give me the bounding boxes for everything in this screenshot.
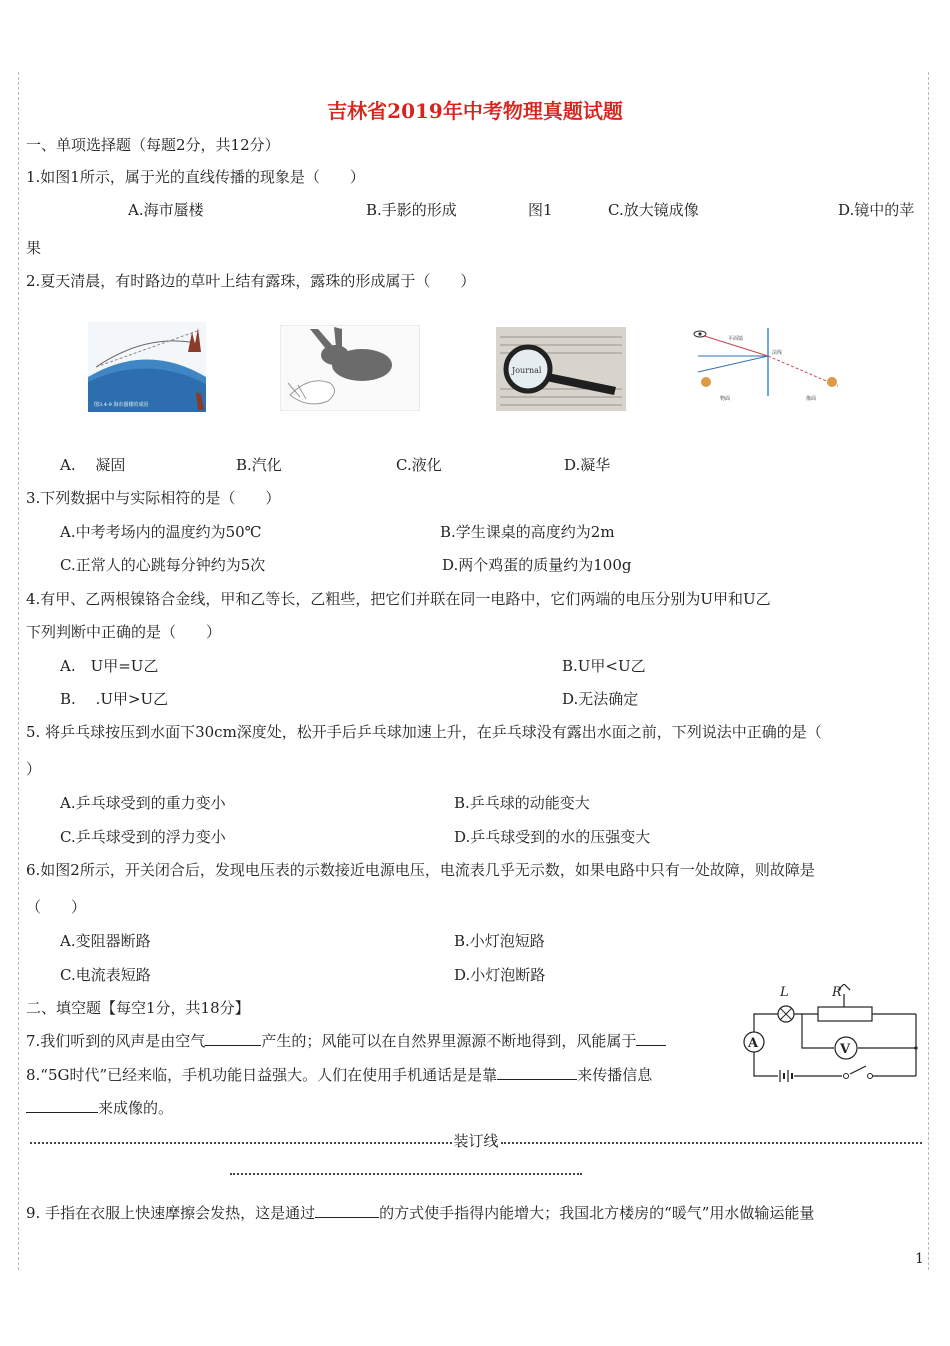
page-number: 1 <box>915 1251 924 1267</box>
section-heading-2: 二、填空题【每空1分，共18分】 <box>26 999 250 1017</box>
page-margin-left <box>18 72 19 1270</box>
q5-option-b: B.乒乓球的动能变大 <box>454 794 590 812</box>
hand-shadow-image <box>280 325 420 411</box>
q7-text-part1: 7.我们听到的风声是由空气 <box>26 1032 206 1050</box>
q3-option-a: A.中考考场内的温度约为50℃ <box>60 523 262 541</box>
q1-option-d: D.镜中的苹 <box>838 201 915 219</box>
q8-text-line2: 来成像的。 <box>98 1099 174 1117</box>
object-plane-label: 物面 <box>720 396 731 402</box>
q2-stem: 2.夏天清晨，有时路边的草叶上结有露珠，露珠的形成属于（ ） <box>26 272 476 290</box>
q5-option-d: D.乒乓球受到的水的压强变大 <box>454 828 651 846</box>
q8-blank-1[interactable] <box>497 1065 577 1080</box>
q1-stem: 1.如图1所示，属于光的直线传播的现象是（ ） <box>26 168 365 186</box>
q7-blank-2[interactable] <box>636 1031 666 1046</box>
q6-stem-line1: 6.如图2所示，开关闭合后，发现电压表的示数接近电源电压，电流表几乎无示数，如果电路中只有一处故障，则故障是 <box>26 861 815 879</box>
q4-option-b: B.U甲<U乙 <box>562 657 646 675</box>
q3-stem: 3.下列数据中与实际相符的是（ ） <box>26 489 281 507</box>
q7-text-part2: 产生的；风能可以在自然界里源源不断地得到，风能属于 <box>261 1032 637 1050</box>
q2-option-a: A. 凝固 <box>60 456 126 474</box>
q6-option-a: A.变阻器断路 <box>60 932 151 950</box>
q4-stem-line2: 下列判断中正确的是（ ） <box>26 623 222 641</box>
magnifier-image <box>496 327 626 411</box>
q9-text-part1: 9. 手指在衣服上快速摩擦会发热，这是通过 <box>26 1204 316 1222</box>
q4-option-c: B. .U甲>U乙 <box>60 690 169 708</box>
mirage-caption: 图3.4-9 海市蜃楼的成因 <box>94 402 149 408</box>
q9-text-part2: 的方式使手指得内能增大；我国北方楼房的“暖气”用水做输运能量 <box>379 1204 815 1222</box>
q5-stem-line2: ） <box>26 760 42 778</box>
q1-option-c: C.放大镜成像 <box>608 201 699 219</box>
q1-option-b: B.手影的形成 <box>366 201 457 219</box>
mirage-image <box>88 322 206 412</box>
q5-option-a: A.乒乓球受到的重力变小 <box>60 794 226 812</box>
image-plane-label: 像面 <box>806 396 817 402</box>
q3-option-c: C.正常人的心跳每分钟约为5次 <box>60 556 266 574</box>
q7-blank-1[interactable] <box>205 1031 261 1046</box>
q4-option-d: D.无法确定 <box>562 690 639 708</box>
binding-label: 装订线 <box>453 1132 499 1150</box>
q2-option-c: C.液化 <box>396 456 442 474</box>
q2-option-d: D.凝华 <box>564 456 611 474</box>
magnifier-text: Journal <box>512 366 542 375</box>
section-heading-1: 一、单项选择题（每题2分，共12分） <box>26 136 280 154</box>
q7-line <box>26 1031 666 1051</box>
q4-option-a: A. U甲=U乙 <box>60 657 159 675</box>
ammeter-label: A <box>748 1036 759 1051</box>
q5-stem-line1: 5. 将乒乓球按压到水面下30cm深度处，松开手后乒乓球加速上升，在乒乓球没有露出水面之前，下列说法中正确的是（ <box>26 723 822 741</box>
binding-line <box>30 1130 922 1151</box>
mirror-label: 平面镜 <box>728 336 744 342</box>
rheostat-label: R <box>832 985 842 1000</box>
mirror-reflection-image <box>688 326 850 404</box>
q5-option-c: C.乒乓球受到的浮力变小 <box>60 828 226 846</box>
q6-option-c: C.电流表短路 <box>60 966 151 984</box>
q8-line2 <box>26 1098 173 1118</box>
binding-dots-second <box>230 1173 582 1175</box>
q3-option-b: B.学生课桌的高度约为2m <box>440 523 615 541</box>
q8-text-part1: 8.“5G时代”已经来临，手机功能日益强大。人们在使用手机通话是是靠 <box>26 1066 498 1084</box>
lamp-label: L <box>780 985 789 1000</box>
q9-blank-1[interactable] <box>315 1203 379 1218</box>
q3-option-d: D.两个鸡蛋的质量约为100g <box>442 556 632 574</box>
q2-option-b: B.汽化 <box>236 456 282 474</box>
q8-text-part2: 来传播信息 <box>577 1066 653 1084</box>
q1-option-d-continued: 果 <box>26 239 42 257</box>
binding-dots-left <box>30 1142 452 1144</box>
q6-option-b: B.小灯泡短路 <box>454 932 545 950</box>
q4-stem-line1: 4.有甲、乙两根镍铬合金线，甲和乙等长，乙粗些，把它们并联在同一电路中，它们两端的电压分别为U甲和U乙 <box>26 590 771 608</box>
q6-option-d: D.小灯泡断路 <box>454 966 546 984</box>
normal-label: 法线 <box>772 350 783 356</box>
page-margin-right <box>928 72 929 1270</box>
voltmeter-label: V <box>840 1042 851 1057</box>
q1-figure-label: 图1 <box>528 201 553 219</box>
binding-dots-right <box>501 1142 923 1144</box>
q6-stem-line2: （ ） <box>26 898 87 916</box>
q1-option-a: A.海市蜃楼 <box>128 201 204 219</box>
circuit-diagram <box>738 984 924 1084</box>
q9-line <box>26 1203 814 1223</box>
q8-blank-2[interactable] <box>26 1098 98 1113</box>
page-title: 吉林省2019年中考物理真题试题 <box>327 99 623 123</box>
q8-line1 <box>26 1065 652 1085</box>
